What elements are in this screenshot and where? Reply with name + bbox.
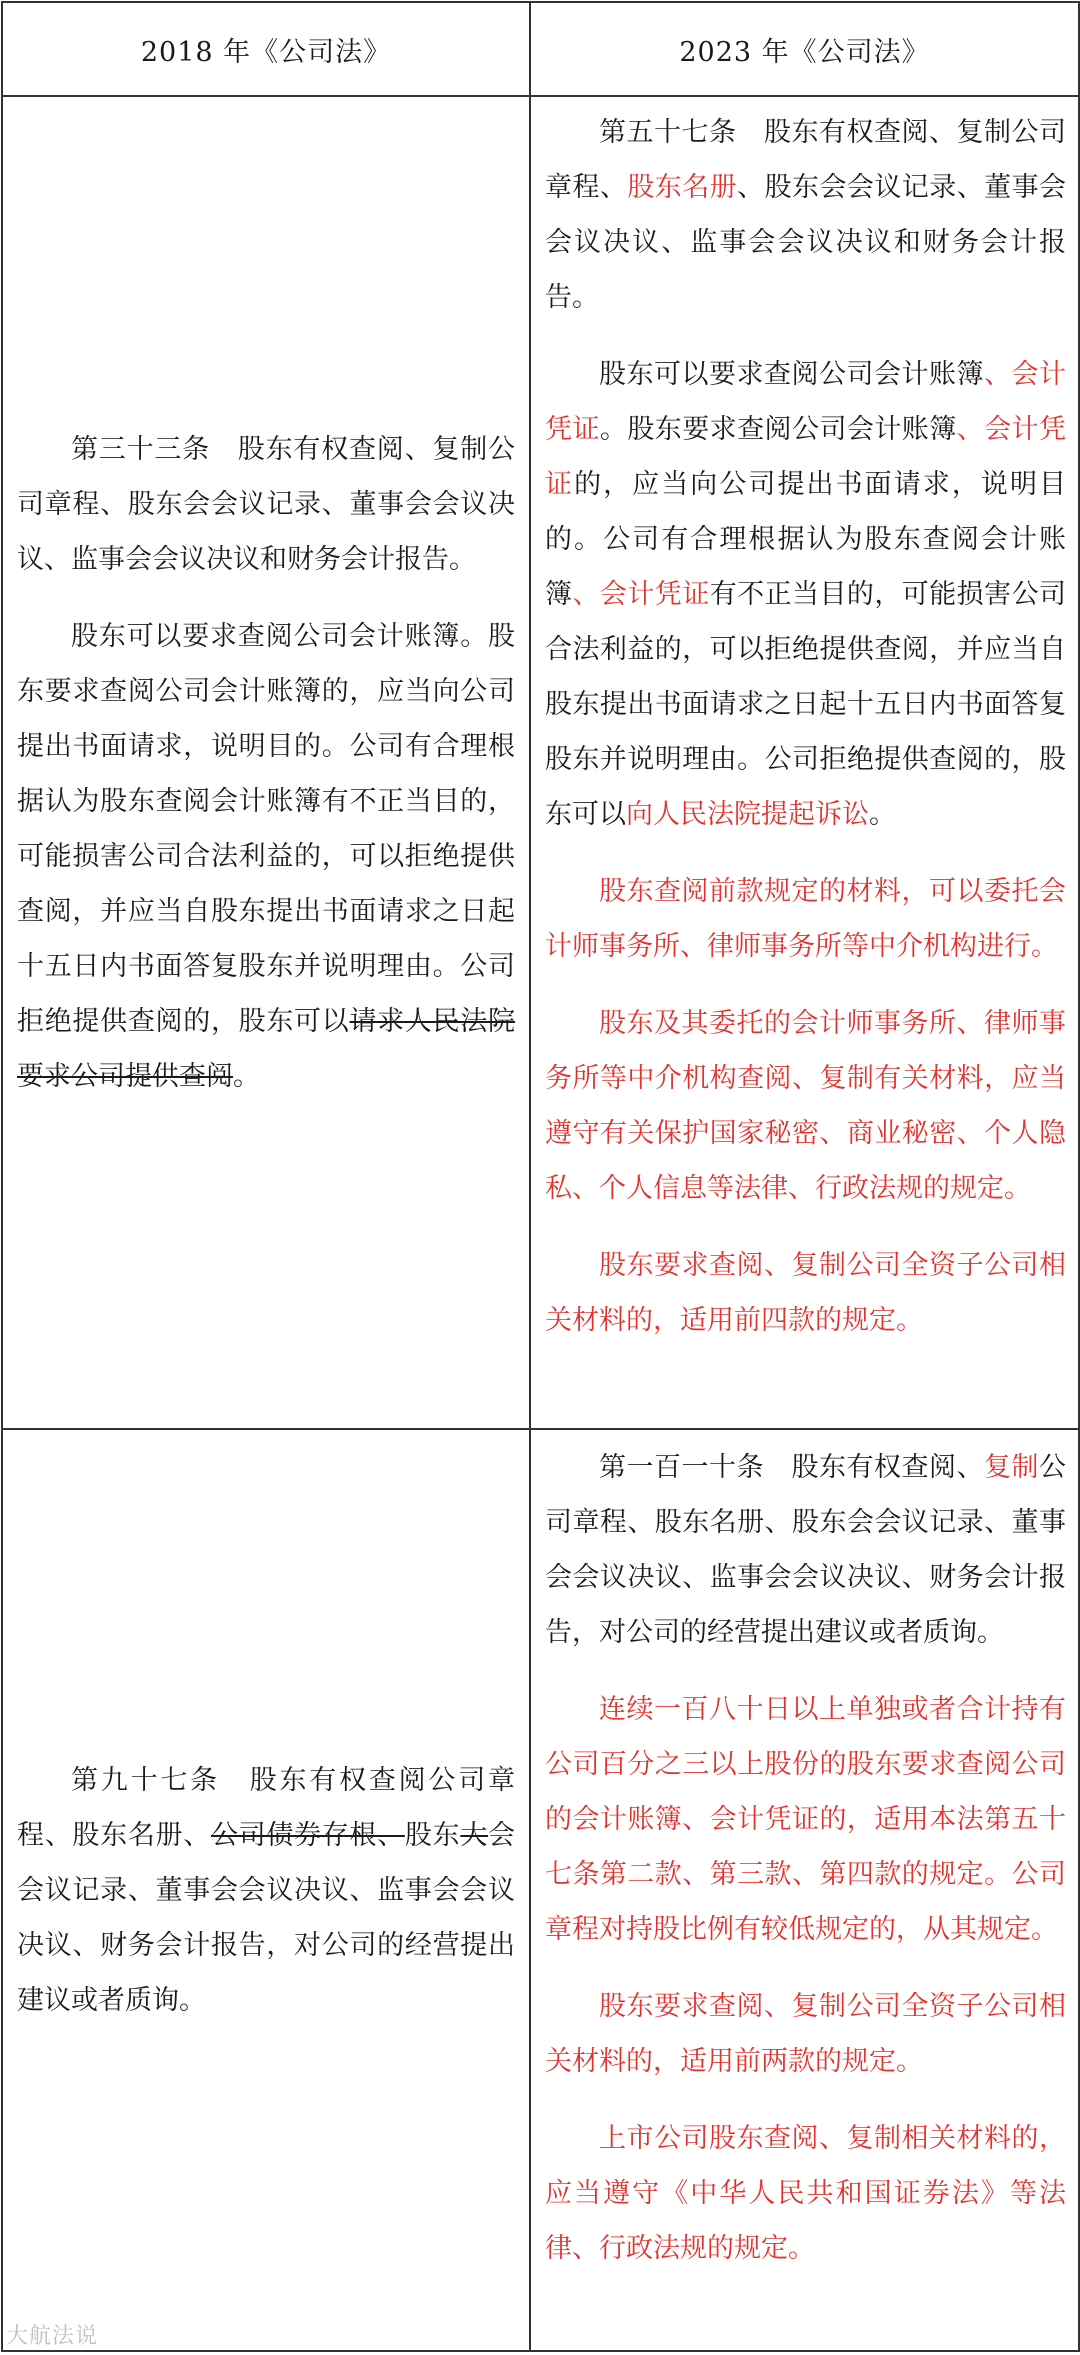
watermark: 大航法说 xyxy=(6,2324,99,2349)
text-run: 第九十七条 股东有权查阅公司章程、股东名册、 xyxy=(17,1764,515,1851)
text-run: 。股东要求查阅公司会计账簿 xyxy=(599,414,957,445)
text-run: 股东可以要求查阅公司会计账簿。股东要求查阅公司会计账簿的，应当向公司提出书面请求，说明目的。公司有合理根据认为股东查阅会计账簿有不正当目的，可能损害公司合法利益的，可以拒绝提供查阅，并应当自股东提出书面请求之日起十五日内书面答复股东并说明理由。公司拒绝提供查阅的，股东可以 xyxy=(17,620,515,1037)
added-text: 股东名册 xyxy=(627,172,738,203)
article-33-cell xyxy=(2,96,530,1429)
text-run: 的，应当向公司提出书面请求，说明目的。公司有合理根据认为股东查阅会计账簿 xyxy=(545,469,1067,610)
article-57-para-4: 股东及其委托的会计师事务所、律师事务所等中介机构查阅、复制有关材料，应当遵守有关保护国家秘密、商业秘密、个人隐私、个人信息等法律、行政法规的规定。 xyxy=(545,1008,1066,1204)
deleted-text: 大 xyxy=(460,1819,489,1851)
article-110-para-3: 股东要求查阅、复制公司全资子公司相关材料的，适用前两款的规定。 xyxy=(545,1991,1066,2077)
table-row xyxy=(2,1429,1079,2351)
article-97-para-1 xyxy=(17,1753,515,2028)
text-run: 第一百一十条 股东有权查阅、 xyxy=(599,1452,984,1483)
comparison-table xyxy=(1,1,1080,2352)
text-run: 会会议记录、董事会会议决议、监事会会议决议、财务会计报告，对公司的经营提出建议或者质询。 xyxy=(17,1819,516,2016)
article-33-para-1: 第三十三条 股东有权查阅、复制公司章程、股东会会议记录、董事会会议决议、监事会会议决议和财务会计报告。 xyxy=(17,433,515,575)
text-run: 公司章程、股东名册、股东会会议记录、董事会会议决议、监事会会议决议、财务会计报告，对公司的经营提出建议或者质询。 xyxy=(545,1452,1066,1648)
article-110-para-2: 连续一百八十日以上单独或者合计持有公司百分之三以上股份的股东要求查阅公司的会计账簿、会计凭证的，适用本法第五十七条第二款、第三款、第四款的规定。公司章程对持股比例有较低规定的，从其规定。 xyxy=(545,1694,1066,1945)
article-57-para-1 xyxy=(545,105,1066,325)
table-header-row xyxy=(2,2,1079,96)
header-2023: 2023 年《公司法》 xyxy=(530,2,1079,96)
text-run: 。 xyxy=(233,1060,260,1092)
article-57-cell xyxy=(530,96,1079,1429)
text-run: 、股东会会议记录、董事会会议决议、监事会会议决议和财务会计报告。 xyxy=(545,172,1067,313)
table-row xyxy=(2,96,1079,1429)
article-33-para-2 xyxy=(17,609,515,1104)
added-text: 、会计凭证 xyxy=(545,359,1066,445)
added-text: 复制 xyxy=(984,1452,1039,1483)
added-text: 、会计凭证 xyxy=(572,579,710,610)
added-text: 、会计凭证 xyxy=(545,414,1067,500)
article-97-cell xyxy=(2,1429,530,2351)
article-110-cell xyxy=(530,1429,1079,2351)
text-run: 有不正当目的，可能损害公司合法利益的，可以拒绝提供查阅，并应当自股东提出书面请求之日起十五日内书面答复股东并说明理由。公司拒绝提供查阅的，股东可以 xyxy=(545,579,1067,830)
header-2018: 2018 年《公司法》 xyxy=(2,2,530,96)
text-run: 股东 xyxy=(404,1819,461,1851)
text-run: 。 xyxy=(869,799,896,830)
deleted-text: 公司债券存根、 xyxy=(210,1819,405,1851)
added-text: 向人民法院提起诉讼 xyxy=(626,799,869,830)
deleted-text: 请求人民法院要求公司提供查阅 xyxy=(17,1005,516,1092)
text-run: 第五十七条 股东有权查阅、复制公司章程、 xyxy=(545,117,1066,203)
article-57-para-5: 股东要求查阅、复制公司全资子公司相关材料的，适用前四款的规定。 xyxy=(545,1250,1066,1336)
article-57-para-2 xyxy=(545,347,1066,842)
article-110-para-1 xyxy=(545,1440,1066,1660)
article-57-para-3: 股东查阅前款规定的材料，可以委托会计师事务所、律师事务所等中介机构进行。 xyxy=(545,876,1066,962)
text-run: 股东可以要求查阅公司会计账簿 xyxy=(599,359,984,390)
article-110-para-4: 上市公司股东查阅、复制相关材料的，应当遵守《中华人民共和国证券法》等法律、行政法规的规定。 xyxy=(545,2123,1066,2264)
